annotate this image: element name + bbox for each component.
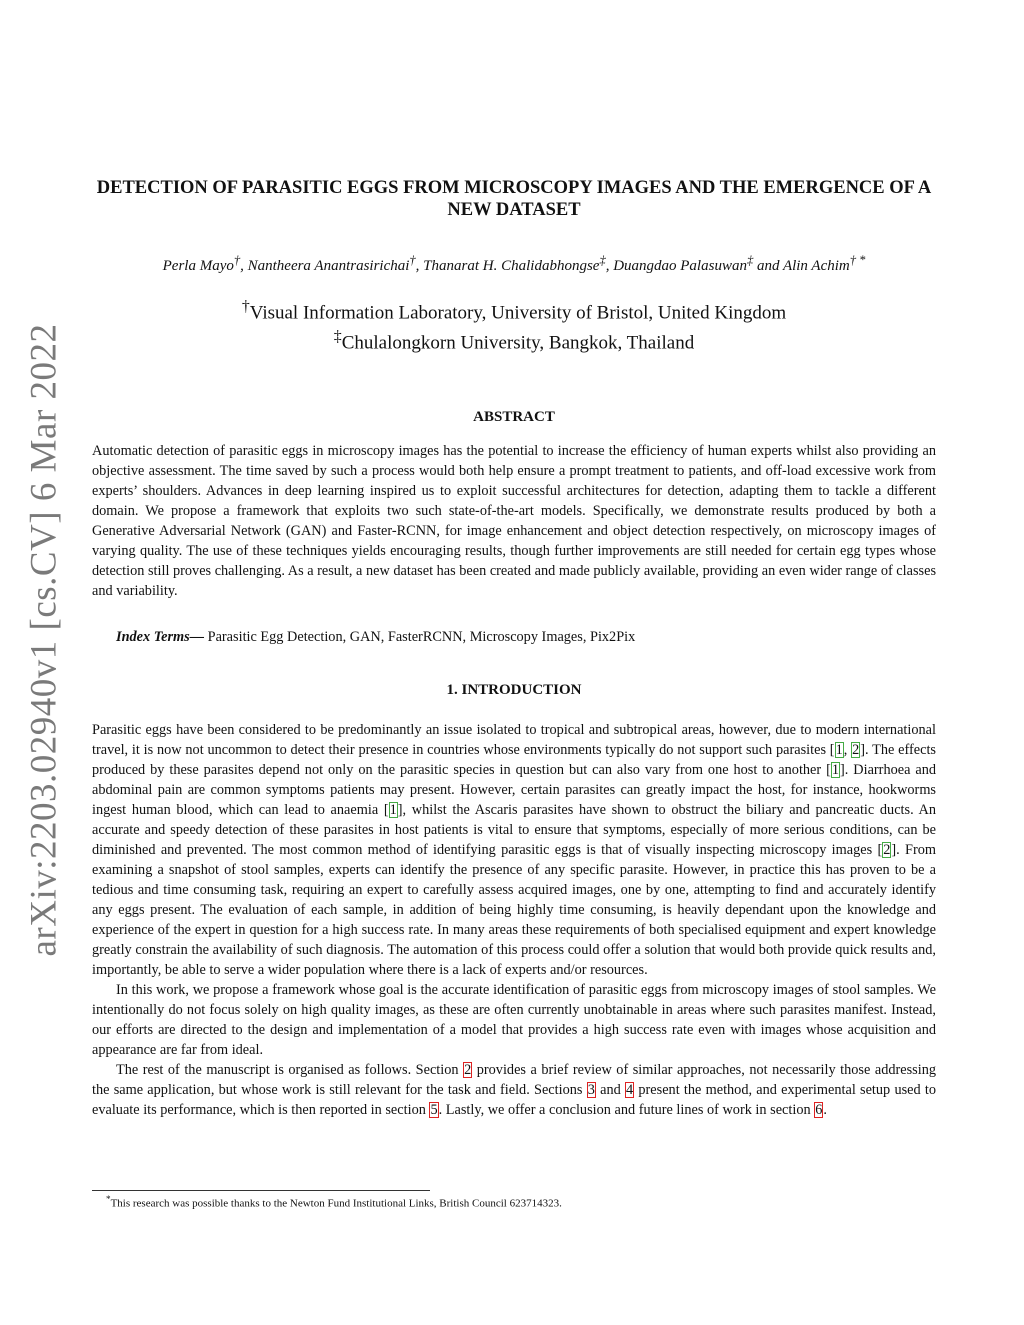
author-name: Thanarat H. Chalidabhongse: [423, 258, 600, 274]
section-ref-link[interactable]: 5: [430, 1102, 438, 1118]
paragraph: Parasitic eggs have been considered to be predominantly an issue isolated to tropical and subtropical areas, however, due to modern international travel, it is now not uncommon to detect their presence in countries whose environments typically do not support such parasites [1, 2]. The effects produced by these parasites depend not only on the parasitic species in question but can also vary from one host to another [1]. Diarrhoea and abdominal pain are common symptoms patients may present. However, certain parasites can greatly impact the host, for instance, hookworms ingest human blood, which can lead to anaemia [1], whilst the Ascaris parasites have shown to obstruct the biliary and pancreatic ducts. An accurate and speedy detection of these parasites in host patients is vital to ensure that symptoms, especially of more serious conditions, can be diminished and prevented. The most common method of identifying parasitic eggs is that of visually inspecting microscopy images [2]. From examining a snapshot of stool samples, experts can identify the presence of any specific parasite. However, in practice this has proven to be a tedious and time consuming task, requiring an expert to carefully assess acquired images, one by one, attempting to find and accurately identify any eggs present. The evaluation of each sample, in addition of being highly time consuming, is heavily dependant upon the knowledge and experience of the expert in question for a high success rate. In many areas these requirements of both specialised equipment and expert knowledge greatly constrain the availability of such diagnosis. The automation of this process could offer a solution that would both provide quick results and, importantly, be able to serve a wider population where there is a lack of experts and/or resources.: [92, 722, 937, 978]
author-name: Alin Achim: [782, 258, 850, 274]
author-name: Nantheera Anantrasirichai: [247, 258, 410, 274]
citation-link[interactable]: 2: [852, 742, 860, 758]
abstract-body: Automatic detection of parasitic eggs in microscopy images has the potential to increase the efficiency of human experts whilst also providing an objective assessment. The time saved by such a process would both help ensure a prompt treatment to patients, and off-load excessive work from experts’ shoulders. Advances in deep learning inspired us to exploit successful architectures for detection, adapting them to tackle a different domain. We propose a framework that exploits two such state-of-the-art models. Specifically, we demonstrate results produced by both a Generative Adversarial Network (GAN) and Faster-RCNN, for image enhancement and object detection respectively, on microscopy images of varying quality. The use of these techniques yields encouraging results, though further improvements are still needed for certain egg types whose detection still proves challenging. As a result, a new dataset has been created and made publicly available, providing an even wider range of classes and variability.: [92, 443, 937, 599]
section-ref-link[interactable]: 6: [815, 1102, 823, 1118]
introduction-heading: 1. INTRODUCTION: [446, 682, 582, 698]
section-ref-link[interactable]: 2: [464, 1062, 472, 1078]
citation-link[interactable]: 1: [831, 762, 840, 778]
affiliations: [92, 295, 936, 356]
arxiv-sidebar-stamp: [8, 323, 80, 957]
paragraph: In this work, we propose a framework whose goal is the accurate identification of parasitic eggs from microscopy images of stool samples. We intentionally do not focus solely on high quality images, as these are often currently unobtainable in areas where such parasites manifest. Instead, our efforts are directed to the design and implementation of a model that provides a high success rate even with images whose acquisition and appearance are far from ideal.: [92, 982, 936, 1058]
index-terms-label: Index Terms—: [116, 629, 205, 645]
index-terms-list: Parasitic Egg Detection, GAN, FasterRCNN, Microscopy Images, Pix2Pix: [207, 629, 636, 645]
paragraph: The rest of the manuscript is organised as follows. Section 2 provides a brief review of similar approaches, not necessarily those addressing the same application, but whose work is still relevant for the task and field. Sections 3 and 4 present the method, and experimental setup used to evaluate its performance, which is then reported in section 5. Lastly, we offer a conclusion and future lines of work in section 6.: [92, 1062, 937, 1118]
footnote-divider: [92, 1190, 430, 1191]
author-name: Perla Mayo: [162, 258, 234, 274]
citation-link[interactable]: 1: [835, 742, 843, 758]
arxiv-id: arXiv:2203.02940v1 [cs.CV] 6 Mar 2022: [23, 323, 65, 957]
affiliation: †Visual Information Laboratory, University of Bristol, United Kingdom: [241, 298, 787, 324]
section-ref-link[interactable]: 4: [625, 1082, 634, 1098]
introduction-body: [92, 720, 936, 1120]
citation-link[interactable]: 2: [883, 842, 891, 858]
author-name: Duangdao Palasuwan: [613, 258, 747, 274]
paper-title: DETECTION OF PARASITIC EGGS FROM MICROSCOPY IMAGES AND THE EMERGENCE OF A NEW DATASET: [96, 178, 932, 220]
citation-link[interactable]: 1: [389, 802, 397, 818]
index-terms: [116, 629, 936, 646]
section-ref-link[interactable]: 3: [587, 1082, 595, 1098]
author-list: Perla Mayo†, Nantheera Anantrasirichai†, Thanarat H. Chalidabhongse‡, Duangdao Palasuwan‡ and Alin Achim† *: [162, 253, 866, 274]
abstract-heading: ABSTRACT: [473, 409, 555, 425]
affiliation: ‡Chulalongkorn University, Bangkok, Thailand: [333, 328, 695, 354]
footnote: *This research was possible thanks to the Newton Fund Institutional Links, British Council 623714323.: [106, 1194, 562, 1210]
